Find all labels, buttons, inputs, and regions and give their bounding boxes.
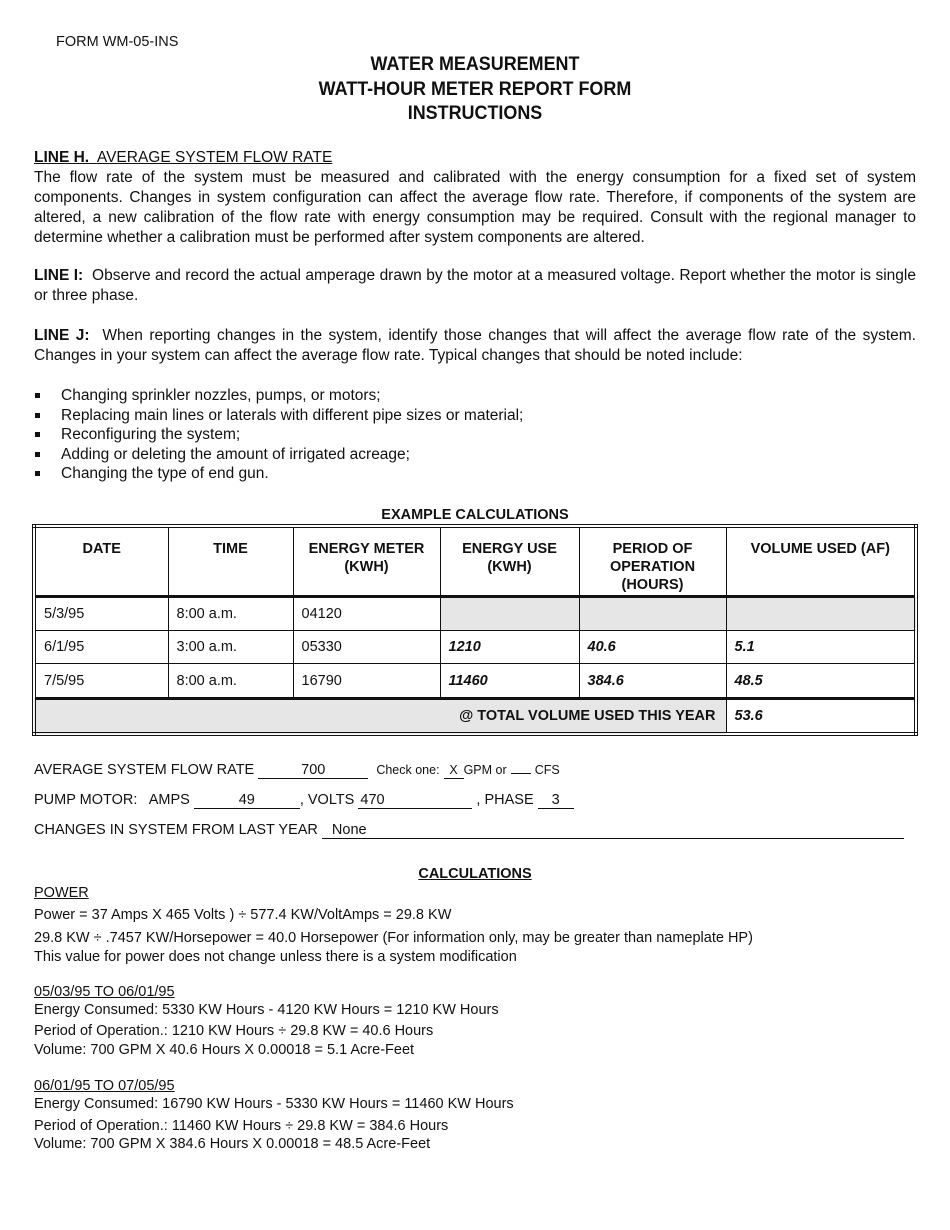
line-h-label: LINE H. — [34, 149, 90, 166]
total-row — [34, 698, 916, 734]
changes-line — [34, 822, 916, 839]
gpm-checkbox[interactable]: X — [444, 763, 464, 779]
table-cell: 6/1/95 — [34, 631, 168, 664]
column-header: DATE — [34, 526, 168, 597]
period1-line: Energy Consumed: 5330 KW Hours - 4120 KW Hours = 1210 KW Hours — [34, 1002, 499, 1018]
cfs-label: CFS — [534, 763, 560, 777]
period1-line: Volume: 700 GPM X 40.6 Hours X 0.00018 = 5.1 Acre-Feet — [34, 1042, 415, 1058]
changes-label: CHANGES IN SYSTEM FROM LAST YEAR — [34, 822, 318, 838]
list-item: Replacing main lines or laterals with different pipe sizes or material; — [34, 406, 523, 426]
column-header: VOLUME USED (AF) — [726, 526, 916, 597]
period2-line: Volume: 700 GPM X 384.6 Hours X 0.00018 = 48.5 Acre-Feet — [34, 1136, 431, 1152]
amps-label: AMPS — [148, 792, 190, 808]
column-header: ENERGY METER (KWH) — [293, 526, 440, 597]
title-line-1: WATER MEASUREMENT — [370, 53, 580, 75]
list-item: Reconfiguring the system; — [34, 425, 523, 445]
line-i-label: LINE I: — [34, 267, 84, 284]
total-label: @ TOTAL VOLUME USED THIS YEAR — [34, 698, 726, 734]
table-cell: 7/5/95 — [34, 664, 168, 698]
line-h-text: The flow rate of the system must be measured and calibrated with the energy consumption for a fixed set of system components. Changes in system configuration can affect the average flow rate. Therefore, if components of the system are altered, a new calibration of the flow rate with energy consumption may be required. Consult with the regional manager to determine whether a calibration must be performed after system components are altered. — [34, 169, 916, 246]
table-cell: 5.1 — [726, 631, 916, 664]
table-cell: 384.6 — [579, 664, 726, 698]
power-line: 29.8 KW ÷ .7457 KW/Horsepower = 40.0 Horsepower (For information only, may be greater than nameplate HP) — [34, 930, 753, 946]
period2-line: Period of Operation.: 11460 KW Hours ÷ 29.8 KW = 384.6 Hours — [34, 1118, 449, 1134]
line-j-section — [34, 326, 916, 366]
table-row — [34, 664, 916, 698]
line-h-heading — [34, 148, 916, 168]
power-heading: POWER — [34, 885, 89, 901]
table-cell: 16790 — [293, 664, 440, 698]
table-row — [34, 597, 916, 631]
page-title — [0, 52, 950, 126]
period2-line: Energy Consumed: 16790 KW Hours - 5330 KW Hours = 11460 KW Hours — [34, 1096, 514, 1112]
volts-field[interactable]: 470 — [358, 793, 472, 809]
line-i-text: Observe and record the actual amperage drawn by the motor at a measured voltage. Report whether the motor is single or three phase. — [34, 267, 916, 304]
line-h-title: AVERAGE SYSTEM FLOW RATE — [96, 149, 333, 166]
list-item: Adding or deleting the amount of irrigated acreage; — [34, 445, 523, 465]
calculations-title: CALCULATIONS — [418, 866, 532, 882]
period1-line: Period of Operation.: 1210 KW Hours ÷ 29.8 KW = 40.6 Hours — [34, 1023, 434, 1039]
title-line-3: INSTRUCTIONS — [407, 102, 543, 124]
pump-motor-line — [34, 792, 574, 809]
period2-heading: 06/01/95 TO 07/05/95 — [34, 1078, 175, 1094]
line-h-section — [34, 148, 916, 248]
table-cell: 11460 — [440, 664, 579, 698]
list-item: Changing the type of end gun. — [34, 464, 523, 484]
table-cell — [440, 597, 579, 631]
example-title: EXAMPLE CALCULATIONS — [381, 507, 569, 523]
gpm-label: GPM or — [463, 763, 507, 777]
table-cell — [579, 597, 726, 631]
list-item: Changing sprinkler nozzles, pumps, or motors; — [34, 386, 523, 406]
table-cell: 8:00 a.m. — [168, 597, 293, 631]
table-cell: 40.6 — [579, 631, 726, 664]
form-number: FORM WM-05-INS — [56, 34, 179, 50]
changes-list — [34, 386, 523, 484]
amps-field[interactable]: 49 — [194, 793, 300, 809]
column-header: TIME — [168, 526, 293, 597]
table-cell: 04120 — [293, 597, 440, 631]
line-i-section — [34, 266, 916, 306]
check-one-label: Check one: — [376, 763, 440, 777]
table-cell — [726, 597, 916, 631]
example-table — [32, 524, 918, 736]
volts-label: , VOLTS — [299, 792, 355, 808]
line-j-label: LINE J: — [34, 327, 90, 344]
table-cell: 5/3/95 — [34, 597, 168, 631]
cfs-checkbox[interactable] — [511, 773, 531, 774]
flow-rate-field[interactable]: 700 — [258, 763, 368, 779]
table-cell: 3:00 a.m. — [168, 631, 293, 664]
pump-motor-label: PUMP MOTOR: — [34, 792, 138, 808]
table-cell: 1210 — [440, 631, 579, 664]
column-header: ENERGY USE (KWH) — [440, 526, 579, 597]
flow-rate-label: AVERAGE SYSTEM FLOW RATE — [34, 762, 255, 778]
changes-field[interactable]: None — [322, 823, 904, 839]
power-line: Power = 37 Amps X 465 Volts ) ÷ 577.4 KW/VoltAmps = 29.8 KW — [34, 907, 452, 923]
total-value: 53.6 — [726, 698, 916, 734]
phase-label: , PHASE — [476, 792, 534, 808]
table-cell: 48.5 — [726, 664, 916, 698]
period1-heading: 05/03/95 TO 06/01/95 — [34, 984, 175, 1000]
power-line: This value for power does not change unless there is a system modification — [34, 949, 517, 965]
table-cell: 05330 — [293, 631, 440, 664]
table-row — [34, 631, 916, 664]
table-header-row — [34, 526, 916, 597]
flow-rate-line — [34, 762, 560, 779]
column-header: PERIOD OF OPERATION (HOURS) — [579, 526, 726, 597]
table-cell: 8:00 a.m. — [168, 664, 293, 698]
line-j-text: When reporting changes in the system, identify those changes that will affect the average flow rate of the system. Changes in your system can affect the average flow rate. Typical changes that should be noted include: — [34, 327, 916, 364]
title-line-2: WATT-HOUR METER REPORT FORM — [318, 77, 632, 100]
phase-field[interactable]: 3 — [538, 793, 574, 809]
